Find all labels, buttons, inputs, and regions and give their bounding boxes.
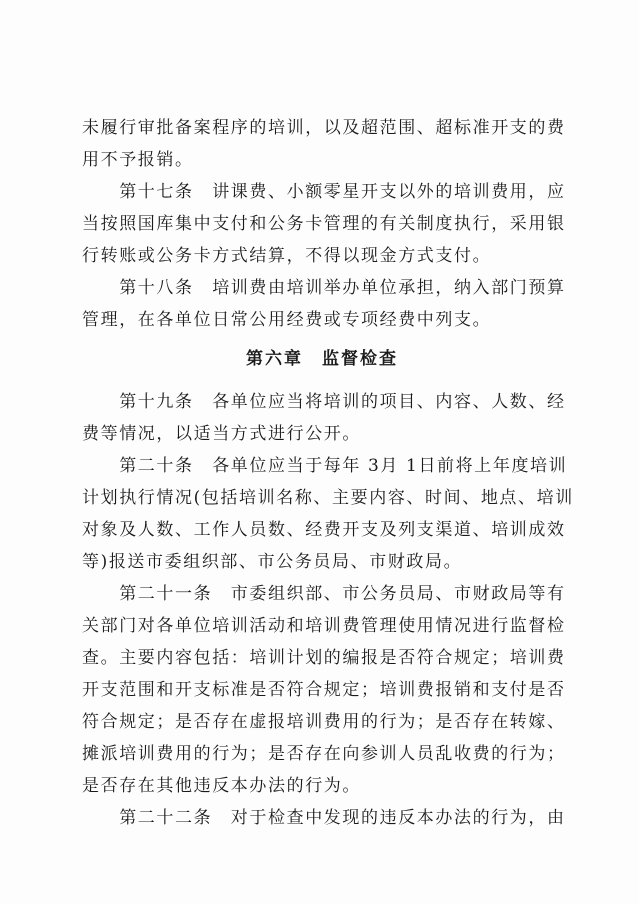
text-line: 摊派培训费用的行为；是否存在向参训人员乱收费的行为； [82,744,566,764]
text-line: 第十九条 各单位应当将培训的项目、内容、人数、经 [82,392,566,412]
text-line: 用不予报销。 [82,150,194,170]
text-line: 第十七条 讲课费、小额零星开支以外的培训费用，应 [82,182,566,202]
text-line: 当按照国库集中支付和公务卡管理的有关制度执行，采用银 [82,214,566,234]
text-line: 开支范围和开支标准是否符合规定；培训费报销和支付是否 [82,680,566,700]
text-line: 符合规定；是否存在虚报培训费用的行为；是否存在转嫁、 [82,712,566,732]
text-line: 查。主要内容包括：培训计划的编报是否符合规定；培训费 [82,648,566,668]
text-line: 关部门对各单位培训活动和培训费管理使用情况进行监督检 [82,616,566,636]
text-line: 计划执行情况(包括培训名称、主要内容、时间、地点、培训 [82,488,574,508]
text-line: 管理，在各单位日常公用经费或专项经费中列支。 [82,310,492,330]
text-line: 等)报送市委组织部、市公务员局、市财政局。 [82,552,463,572]
text-line: 第二十一条 市委组织部、市公务员局、市财政局等有 [82,584,566,604]
text-line: 第二十二条 对于检查中发现的违反本办法的行为，由 [82,808,566,828]
text-line: 行转账或公务卡方式结算，不得以现金方式支付。 [82,246,492,266]
text-line: 第二十条 各单位应当于每年 3月 1日前将上年度培训 [82,456,568,476]
chapter-heading: 第六章 监督检查 [246,349,398,369]
body-text [82,0,574,904]
text-line: 第十八条 培训费由培训举办单位承担，纳入部门预算 [82,278,566,298]
text-line: 费等情况，以适当方式进行公开。 [82,424,361,444]
text-line: 是否存在其他违反本办法的行为。 [82,776,361,796]
text-line: 对象及人数、工作人员数、经费开支及列支渠道、培训成效 [82,520,566,540]
text-line: 未履行审批备案程序的培训，以及超范围、超标准开支的费 [82,118,566,138]
